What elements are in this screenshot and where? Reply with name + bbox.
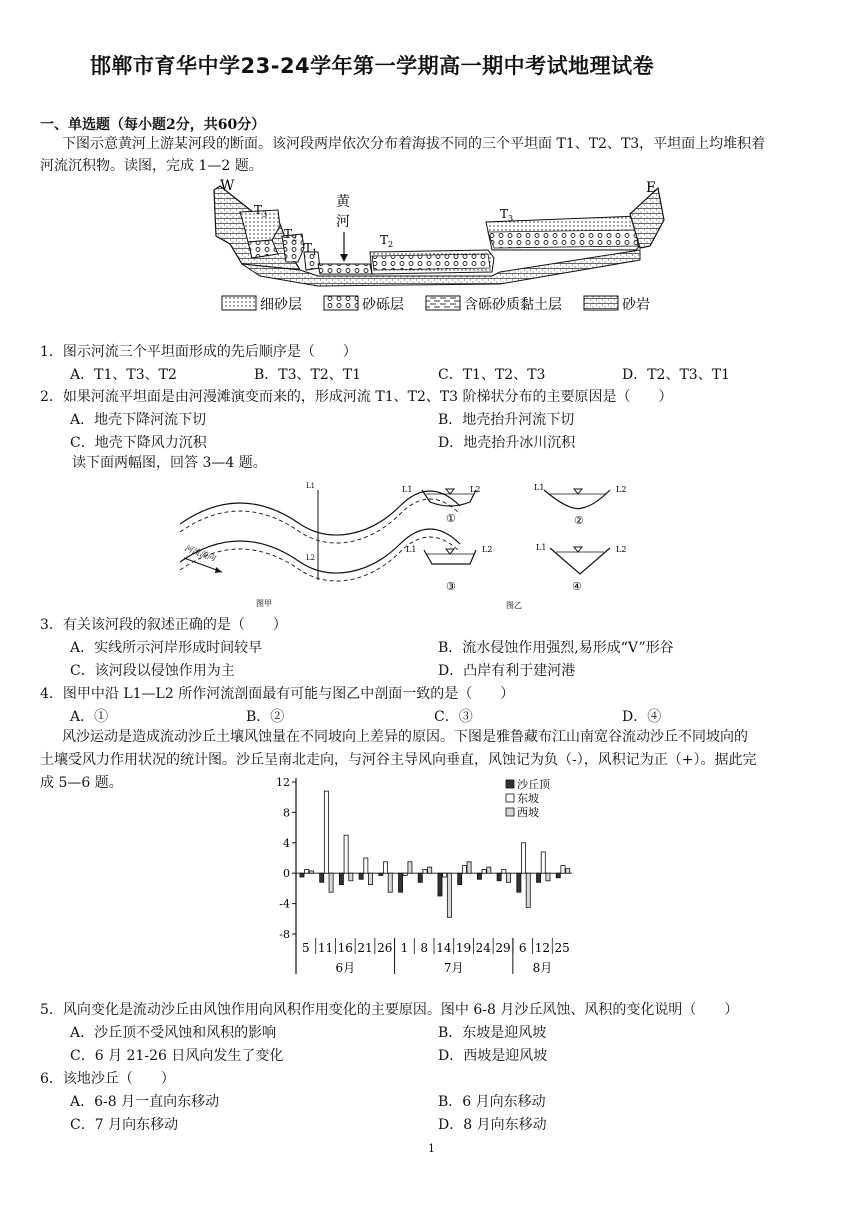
q3-option-b[interactable]: B．流水侵蚀作用强烈,易形成“V”形谷 xyxy=(438,640,674,656)
label-t2-right: T xyxy=(380,233,389,247)
bar-top xyxy=(379,873,383,875)
x-tick-label: 25 xyxy=(554,941,570,955)
bar-east xyxy=(541,852,545,873)
x-tick-label: 6 xyxy=(518,941,527,955)
y-tick-label: 0 xyxy=(283,867,290,881)
q2-option-b[interactable]: B．地壳抬升河流下切 xyxy=(438,412,575,428)
dune-wind-chart xyxy=(270,774,580,980)
bar-west xyxy=(526,873,530,907)
q5-option-b[interactable]: B．东坡是迎风坡 xyxy=(438,1025,547,1041)
bar-east xyxy=(344,835,348,873)
label-river-1: 黄 xyxy=(336,194,350,210)
bar-west xyxy=(368,873,372,884)
profile-4 xyxy=(536,543,626,593)
intro-1-line-2: 河流沉积物。读图，完成 1—2 题。 xyxy=(40,158,263,174)
bar-east xyxy=(403,873,407,875)
legend-label: 沙丘顶 xyxy=(517,778,550,791)
bar-top xyxy=(537,873,541,882)
bar-west xyxy=(506,873,510,882)
intro-3-line-2: 土壤受风力作用状况的统计图。沙丘呈南北走向，与河谷主导风向垂直，风蚀记为负（-），风积记为正（+）。据此完 xyxy=(40,752,757,768)
caption-b: 图乙 xyxy=(506,601,522,610)
month-label: 7月 xyxy=(443,961,464,975)
bar-west xyxy=(487,867,491,873)
x-tick-label: 8 xyxy=(420,941,428,955)
bar-top xyxy=(359,873,363,879)
bar-east xyxy=(423,869,427,873)
question-2: 2．如果河流平坦面是由河漫滩演变而来的，形成河流 T1、T2、T3 阶梯状分布的主要原因是（ ） xyxy=(40,389,673,405)
question-5: 5．风向变化是流动沙丘由风蚀作用向风积作用变化的主要原因。图中 6-8 月沙丘风蚀、风积的变化说明（ ） xyxy=(40,1002,739,1018)
svg-text:①: ① xyxy=(446,512,456,525)
label-t3-right-sub: 3 xyxy=(508,214,514,223)
q6-option-b[interactable]: B．6 月向东移动 xyxy=(438,1094,546,1110)
svg-text:④: ④ xyxy=(572,580,582,593)
fig2a-l1: L1 xyxy=(306,482,316,490)
label-t1-sub: 1 xyxy=(312,248,318,257)
bar-west xyxy=(546,873,550,881)
svg-text:L2: L2 xyxy=(470,485,481,494)
svg-text:L2: L2 xyxy=(616,485,627,494)
legend-swatch xyxy=(506,794,514,802)
svg-text:L2: L2 xyxy=(616,545,627,554)
bar-east xyxy=(521,843,525,873)
bar-top xyxy=(477,873,481,879)
bar-west xyxy=(349,873,353,881)
intro-3-line-3: 成 5—6 题。 xyxy=(40,775,123,791)
section-heading: 一、单选题（每小题2分，共60分） xyxy=(40,117,266,133)
x-tick-label: 11 xyxy=(317,941,334,955)
profile-3 xyxy=(406,545,492,593)
bar-east xyxy=(324,791,328,873)
q3-option-d[interactable]: D．凸岸有利于建河港 xyxy=(438,663,576,679)
bar-top xyxy=(339,873,343,884)
bar-top xyxy=(399,873,403,892)
svg-text:②: ② xyxy=(574,514,584,527)
q5-option-d[interactable]: D．西坡是迎风坡 xyxy=(438,1048,548,1064)
intro-3-line-1: 风沙运动是造成流动沙丘土壤风蚀量在不同坡向上差异的原因。下图是雅鲁藏布江山南宽谷流动沙丘不同坡向的 xyxy=(62,729,748,745)
bar-top xyxy=(556,873,560,878)
legend-clay: 含砾砂质黏土层 xyxy=(464,297,562,313)
bar-east xyxy=(462,866,466,874)
legend-fine-sand: 细砂层 xyxy=(260,297,302,313)
q4-option-d[interactable]: D．④ xyxy=(622,709,662,725)
label-t3-left-sub: 3 xyxy=(262,210,268,219)
x-tick-label: 1 xyxy=(400,941,409,955)
legend-swatch-clay xyxy=(426,296,460,310)
q4-option-a[interactable]: A．① xyxy=(70,709,109,725)
legend-swatch-fine-sand xyxy=(222,296,256,310)
bar-west xyxy=(309,871,313,873)
y-tick-label: 4 xyxy=(283,836,290,850)
y-tick-label: 8 xyxy=(283,806,290,820)
bar-west xyxy=(329,873,333,892)
x-tick-label: 16 xyxy=(337,941,353,955)
legend-swatch-gravel xyxy=(324,296,358,310)
fig2a-l2: L2 xyxy=(306,554,316,562)
label-t3-right: T xyxy=(500,207,509,221)
legend-label: 西坡 xyxy=(517,806,539,819)
y-tick-label: -4 xyxy=(279,897,290,911)
label-t2-right-sub: 2 xyxy=(388,240,394,249)
q1-option-c[interactable]: C．T1、T2、T3 xyxy=(438,367,546,383)
label-east: E xyxy=(646,180,657,196)
legend-sandstone: 砂岩 xyxy=(622,297,650,313)
x-tick-label: 29 xyxy=(495,941,511,955)
svg-text:③: ③ xyxy=(446,580,456,593)
q3-option-a[interactable]: A．实线所示河岸形成时间较早 xyxy=(70,640,263,656)
bar-west xyxy=(428,867,432,873)
intro-2: 读下面两幅图，回答 3—4 题。 xyxy=(72,455,267,471)
legend-swatch xyxy=(506,808,514,816)
caption-a: 图甲 xyxy=(256,599,272,608)
q4-option-c[interactable]: C．③ xyxy=(434,709,473,725)
x-tick-label: 21 xyxy=(357,941,373,955)
river-section-figure xyxy=(200,176,680,322)
bar-west xyxy=(388,873,392,892)
legend-gravel: 砂砾层 xyxy=(362,297,404,313)
bar-east xyxy=(561,866,565,874)
q2-option-c[interactable]: C．地壳下降风力沉积 xyxy=(70,435,207,451)
legend-label: 东坡 xyxy=(517,792,539,805)
svg-text:L1: L1 xyxy=(534,483,545,492)
label-t1: T xyxy=(304,241,313,255)
svg-text:L1: L1 xyxy=(536,543,547,552)
q1-option-d[interactable]: D．T2、T3、T1 xyxy=(622,367,730,383)
x-tick-label: 24 xyxy=(475,941,491,955)
q5-option-a[interactable]: A．沙丘顶不受风蚀和风积的影响 xyxy=(70,1025,277,1041)
month-label: 8月 xyxy=(532,961,553,975)
bar-east xyxy=(364,858,368,873)
bar-east xyxy=(443,873,447,877)
label-t2-left-sub: 2 xyxy=(292,234,298,243)
bar-top xyxy=(320,873,324,882)
bar-west xyxy=(447,873,451,917)
q5-option-c[interactable]: C．6 月 21-26 日风向发生了变化 xyxy=(70,1048,284,1064)
question-3: 3．有关该河段的叙述正确的是（ ） xyxy=(40,617,287,633)
profile-1 xyxy=(402,485,480,525)
q2-option-d[interactable]: D．地壳抬升冰川沉积 xyxy=(438,435,576,451)
y-tick-label: 12 xyxy=(276,776,290,789)
x-tick-label: 14 xyxy=(436,941,452,955)
svg-text:L1: L1 xyxy=(406,545,417,554)
question-1: 1．图示河流三个平坦面形成的先后顺序是（ ） xyxy=(40,344,357,360)
legend-swatch xyxy=(506,780,514,788)
bar-east xyxy=(482,869,486,873)
intro-1-line-1: 下图示意黄河上游某河段的断面。该河段两岸依次分布着海拔不同的三个平坦面 T1、T2、T3，平坦面上均堆积着 xyxy=(62,136,766,152)
river-meander-figure xyxy=(170,476,650,612)
bar-east xyxy=(305,869,309,873)
bar-west xyxy=(467,862,471,873)
bar-west xyxy=(566,869,570,874)
bar-top xyxy=(418,873,422,882)
label-t2-left: T xyxy=(284,227,293,241)
label-river-2: 河 xyxy=(336,214,350,230)
bar-top xyxy=(517,873,521,892)
q6-option-a[interactable]: A．6-8 月一直向东移动 xyxy=(70,1094,220,1110)
bar-west xyxy=(408,862,412,873)
q3-option-c[interactable]: C．该河段以侵蚀作用为主 xyxy=(70,663,235,679)
question-4: 4．图甲中沿 L1—L2 所作河流剖面最有可能与图乙中剖面一致的是（ ） xyxy=(40,686,515,702)
bar-top xyxy=(438,873,442,896)
bar-top xyxy=(497,873,501,881)
x-tick-label: 26 xyxy=(377,941,393,955)
q1-option-a[interactable]: A．T1、T3、T2 xyxy=(70,367,177,383)
bar-top xyxy=(458,873,462,884)
month-label: 6月 xyxy=(335,961,356,975)
q6-option-c[interactable]: C．7 月向东移动 xyxy=(70,1117,179,1133)
label-t3-left: T xyxy=(254,203,263,217)
y-tick-label: -8 xyxy=(279,928,290,941)
svg-text:L1: L1 xyxy=(402,485,413,494)
bar-top xyxy=(300,873,304,877)
label-west: W xyxy=(220,178,235,194)
q4-option-b[interactable]: B．② xyxy=(246,709,285,725)
bar-east xyxy=(502,869,506,873)
legend-swatch-sandstone xyxy=(584,296,618,310)
q1-option-b[interactable]: B．T3、T2、T1 xyxy=(254,367,362,383)
page-title: 邯郸市育华中学23-24学年第一学期高一期中考试地理试卷 xyxy=(90,54,655,78)
question-6: 6．该地沙丘（ ） xyxy=(40,1071,175,1087)
x-tick-label: 19 xyxy=(455,941,472,955)
profile-2 xyxy=(534,483,626,527)
flow-direction-label: 河流流向 xyxy=(183,543,217,563)
page-number: 1 xyxy=(428,1142,435,1155)
x-tick-label: 12 xyxy=(534,941,551,955)
x-tick-label: 5 xyxy=(302,941,310,955)
q2-option-a[interactable]: A．地壳下降河流下切 xyxy=(70,412,207,428)
svg-text:L2: L2 xyxy=(482,545,493,554)
q6-option-d[interactable]: D．8 月向东移动 xyxy=(438,1117,547,1133)
bar-east xyxy=(383,862,387,873)
